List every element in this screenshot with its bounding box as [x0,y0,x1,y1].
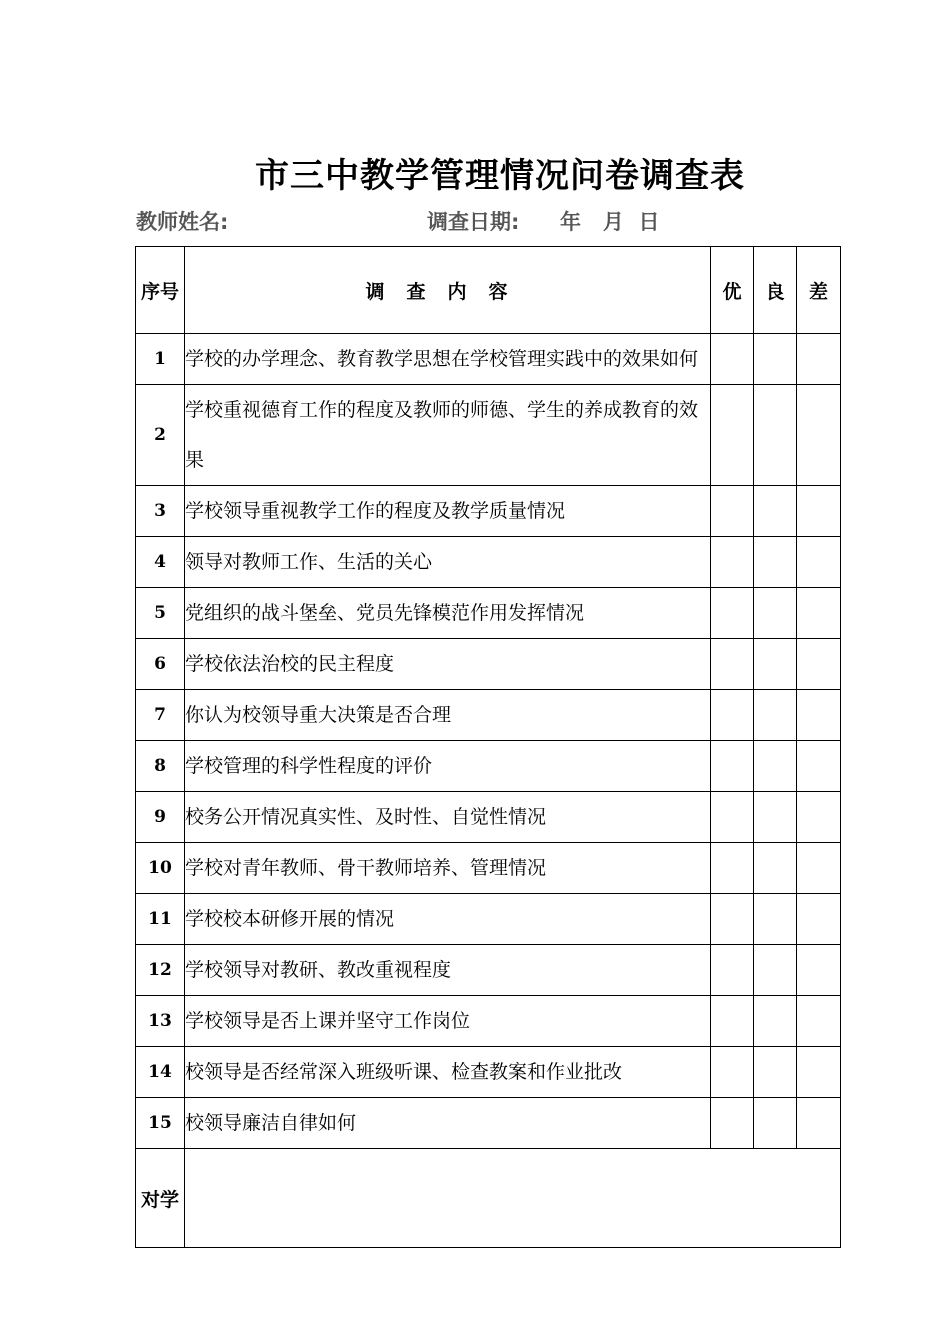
opinion-field[interactable] [185,1149,841,1248]
row-number: 1 [136,334,185,385]
row-number: 7 [136,690,185,741]
table-row [136,894,841,945]
table-row [136,843,841,894]
table-row [136,792,841,843]
row-content: 党组织的战斗堡垒、党员先锋模范作用发挥情况 [185,588,711,639]
row-content: 学校依法治校的民主程度 [185,639,711,690]
row-content: 学校的办学理念、教育教学思想在学校管理实践中的效果如何 [185,334,711,385]
row-number: 14 [136,1047,185,1098]
header-fair: 良 [754,247,797,334]
row-content: 学校领导对教研、教改重视程度 [185,945,711,996]
table-row [136,334,841,385]
rating-cell-good[interactable] [711,334,754,385]
table-row [136,996,841,1047]
survey-date-label: 调查日期: [427,210,520,234]
rating-cell-fair[interactable] [754,1047,797,1098]
rating-cell-good[interactable] [711,894,754,945]
survey-table [135,246,841,1248]
row-content: 校领导廉洁自律如何 [185,1098,711,1149]
header-poor: 差 [797,247,841,334]
row-number: 6 [136,639,185,690]
rating-cell-poor[interactable] [797,996,841,1047]
row-content: 学校领导重视教学工作的程度及教学质量情况 [185,486,711,537]
row-content: 学校领导是否上课并坚守工作岗位 [185,996,711,1047]
rating-cell-poor[interactable] [797,639,841,690]
rating-cell-fair[interactable] [754,334,797,385]
row-number: 8 [136,741,185,792]
row-content: 学校重视德育工作的程度及教师的师德、学生的养成教育的效果 [185,385,711,486]
row-content: 学校管理的科学性程度的评价 [185,741,711,792]
row-number: 4 [136,537,185,588]
table-row [136,1098,841,1149]
rating-cell-fair[interactable] [754,792,797,843]
rating-cell-good[interactable] [711,843,754,894]
rating-cell-good[interactable] [711,537,754,588]
row-number: 5 [136,588,185,639]
row-content: 学校对青年教师、骨干教师培养、管理情况 [185,843,711,894]
rating-cell-good[interactable] [711,1047,754,1098]
row-content: 校领导是否经常深入班级听课、检查教案和作业批改 [185,1047,711,1098]
rating-cell-poor[interactable] [797,385,841,486]
rating-cell-good[interactable] [711,945,754,996]
row-number: 10 [136,843,185,894]
row-number: 9 [136,792,185,843]
rating-cell-poor[interactable] [797,1047,841,1098]
row-content: 学校校本研修开展的情况 [185,894,711,945]
table-row [136,537,841,588]
rating-cell-fair[interactable] [754,1098,797,1149]
rating-cell-fair[interactable] [754,996,797,1047]
rating-cell-poor[interactable] [797,792,841,843]
row-content: 领导对教师工作、生活的关心 [185,537,711,588]
header-good: 优 [711,247,754,334]
row-content: 你认为校领导重大决策是否合理 [185,690,711,741]
rating-cell-poor[interactable] [797,741,841,792]
rating-cell-good[interactable] [711,1098,754,1149]
rating-cell-good[interactable] [711,792,754,843]
rating-cell-fair[interactable] [754,945,797,996]
rating-cell-fair[interactable] [754,690,797,741]
rating-cell-poor[interactable] [797,945,841,996]
table-header-row [136,247,841,334]
table-row [136,690,841,741]
rating-cell-fair[interactable] [754,385,797,486]
table-row [136,741,841,792]
opinion-row [136,1149,841,1248]
rating-cell-fair[interactable] [754,588,797,639]
row-number: 2 [136,385,185,486]
row-number: 3 [136,486,185,537]
rating-cell-good[interactable] [711,639,754,690]
table-row [136,639,841,690]
rating-cell-good[interactable] [711,486,754,537]
page-title: 市三中教学管理情况问卷调查表 [255,156,745,196]
row-number: 11 [136,894,185,945]
rating-cell-good[interactable] [711,588,754,639]
rating-cell-fair[interactable] [754,537,797,588]
rating-cell-good[interactable] [711,996,754,1047]
rating-cell-good[interactable] [711,741,754,792]
rating-cell-fair[interactable] [754,486,797,537]
rating-cell-fair[interactable] [754,741,797,792]
rating-cell-fair[interactable] [754,894,797,945]
opinion-label: 对学 [136,1149,185,1248]
rating-cell-poor[interactable] [797,588,841,639]
header-content: 调查内容 [185,247,711,334]
table-row [136,1047,841,1098]
rating-cell-poor[interactable] [797,334,841,385]
table-row [136,588,841,639]
rating-cell-poor[interactable] [797,894,841,945]
rating-cell-fair[interactable] [754,639,797,690]
rating-cell-poor[interactable] [797,690,841,741]
rating-cell-good[interactable] [711,690,754,741]
row-number: 15 [136,1098,185,1149]
row-number: 12 [136,945,185,996]
row-number: 13 [136,996,185,1047]
table-row [136,945,841,996]
row-content: 校务公开情况真实性、及时性、自觉性情况 [185,792,711,843]
rating-cell-poor[interactable] [797,843,841,894]
teacher-name-label: 教师姓名: [136,210,229,234]
table-row [136,486,841,537]
rating-cell-poor[interactable] [797,537,841,588]
survey-date-value: 年 月 日 [560,210,660,234]
table-row [136,385,841,486]
header-num: 序号 [136,247,185,334]
rating-cell-poor[interactable] [797,1098,841,1149]
rating-cell-fair[interactable] [754,843,797,894]
rating-cell-good[interactable] [711,385,754,486]
rating-cell-poor[interactable] [797,486,841,537]
